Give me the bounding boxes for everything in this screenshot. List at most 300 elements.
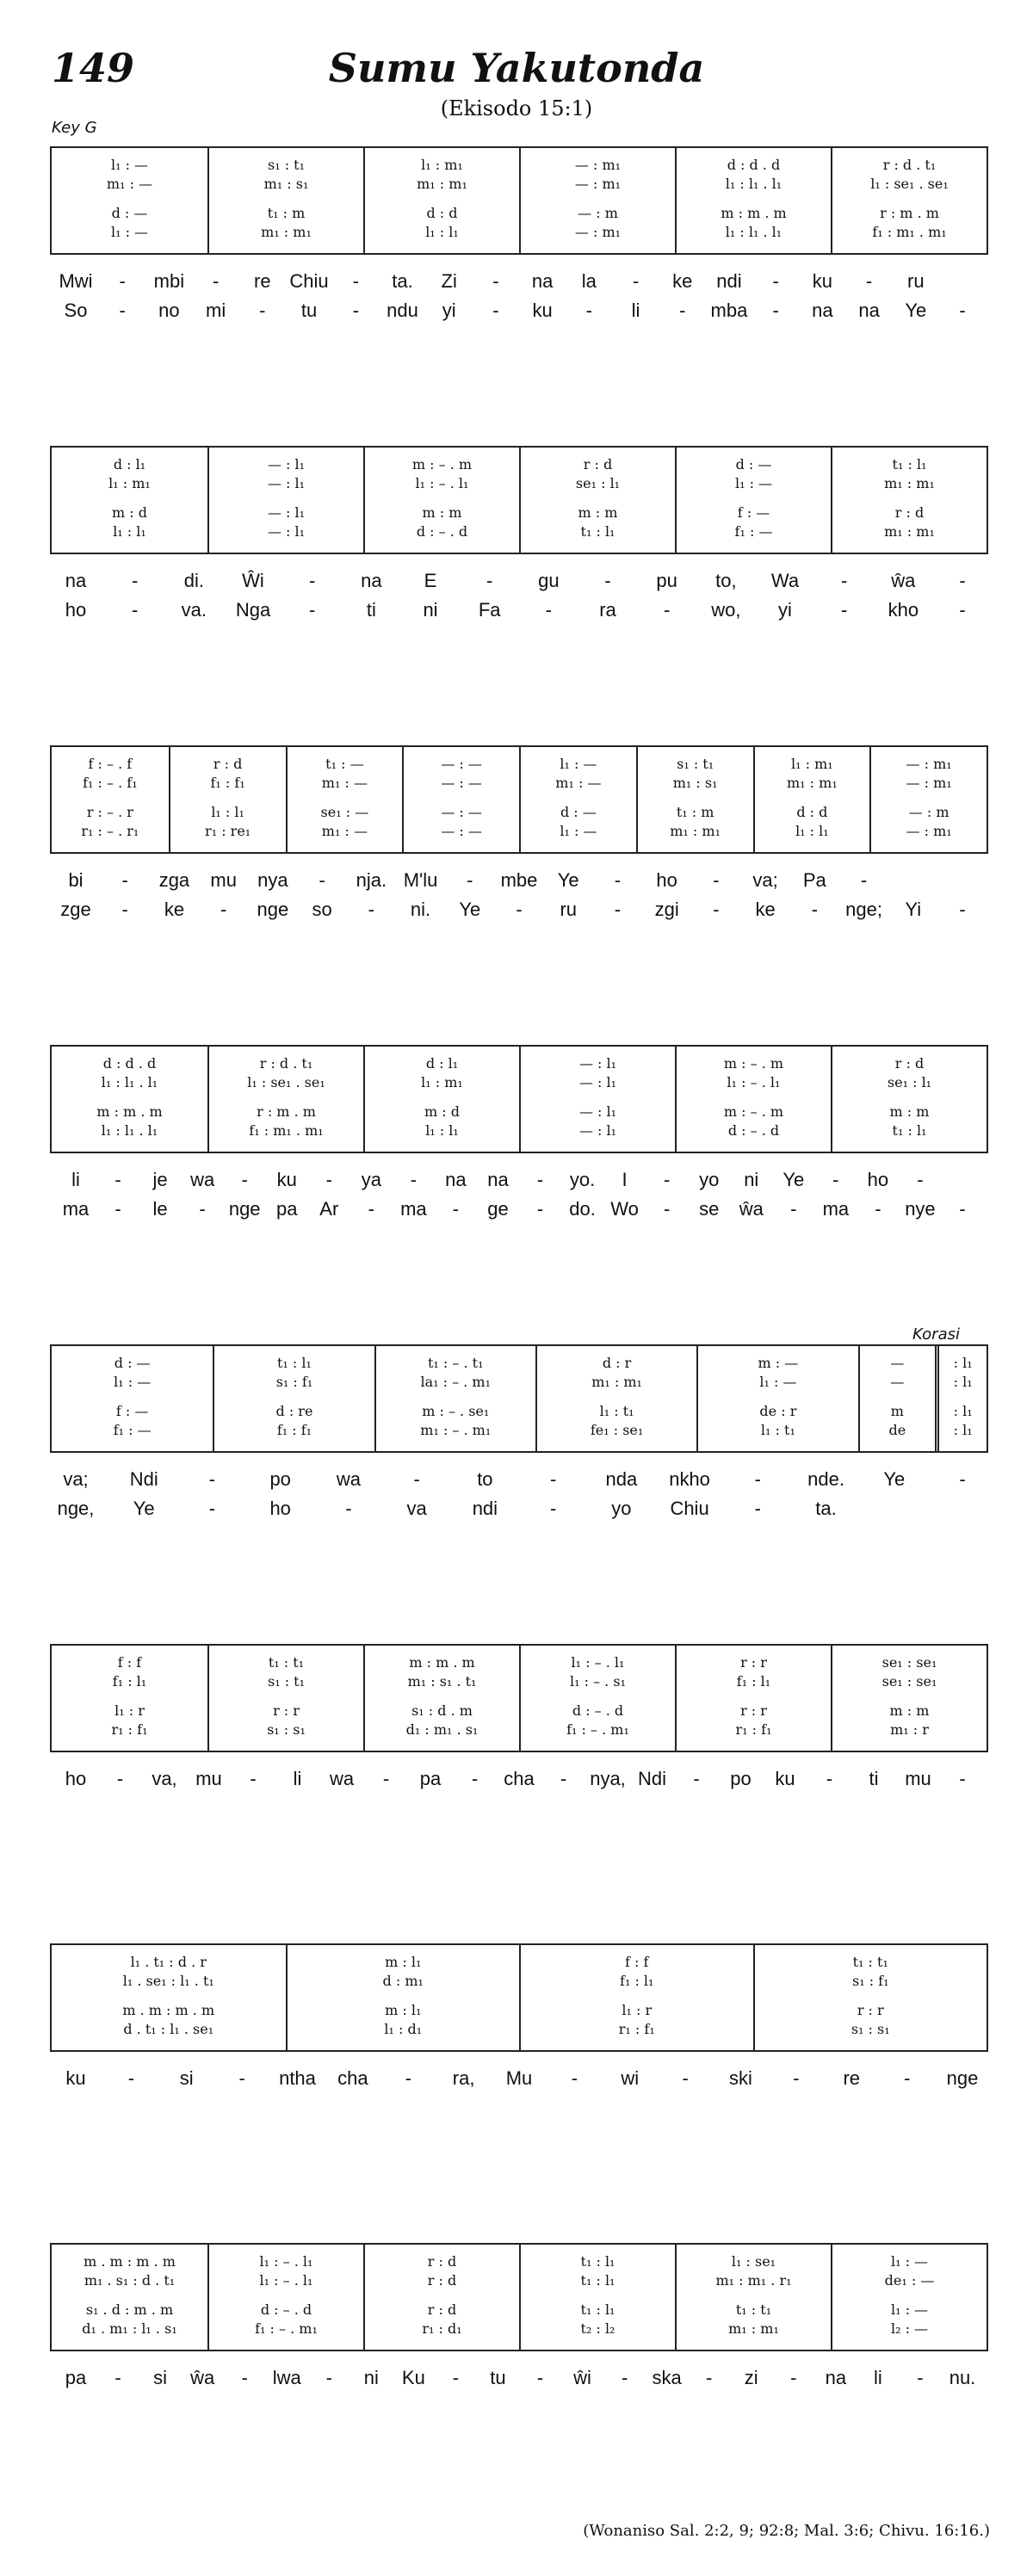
syllable: gu xyxy=(538,570,560,591)
voice-line xyxy=(214,1355,374,1371)
syllable: - xyxy=(325,2367,332,2388)
voice-line xyxy=(52,205,207,221)
solfa-notes: s₁ : s₁ xyxy=(851,2021,890,2037)
syllable: - xyxy=(119,270,126,292)
voice-line xyxy=(939,1374,987,1390)
voice-line xyxy=(209,2253,363,2270)
solfa-notes: t₁ : m xyxy=(267,205,306,221)
solfa-notes: d : – . d xyxy=(572,1702,624,1719)
syllable: so xyxy=(312,899,332,920)
measure xyxy=(207,2245,363,2350)
voice-line xyxy=(638,823,753,839)
voice-line xyxy=(365,1721,519,1738)
voice-line xyxy=(521,157,675,173)
voice-line xyxy=(521,2272,675,2289)
solfa-notes: s₁ : d . m xyxy=(411,1702,473,1719)
solfa-notes: t₁ : t₁ xyxy=(852,1954,888,1970)
syllable: se xyxy=(699,1198,720,1220)
voice-line xyxy=(365,224,519,240)
voice-line xyxy=(52,2253,207,2270)
solfa-notes: r : d xyxy=(894,1055,925,1072)
syllable: - xyxy=(199,1198,206,1220)
voice-line xyxy=(365,523,519,540)
solfa-notes: d : m₁ xyxy=(382,1973,424,1989)
solfa-notes: m : – . m xyxy=(723,1055,784,1072)
solfa-notes: m : m . m xyxy=(721,205,787,221)
syllable: va xyxy=(406,1498,427,1519)
measure xyxy=(831,148,987,253)
syllable: So xyxy=(64,300,88,321)
voice-line xyxy=(537,1422,696,1438)
solfa-notes: m : m . m xyxy=(409,1654,475,1671)
syllable: ke xyxy=(164,899,185,920)
voice-line xyxy=(677,1654,831,1671)
syllable: - xyxy=(604,570,611,591)
voice-line xyxy=(365,1103,519,1120)
lyric-line-2 xyxy=(50,300,988,325)
syllable: - xyxy=(536,2367,544,2388)
voice-line xyxy=(677,1055,831,1072)
voice-line xyxy=(677,205,831,221)
solfa-notes: — : m₁ xyxy=(574,224,622,240)
syllable: - xyxy=(959,1198,966,1220)
syllable: - xyxy=(492,270,499,292)
syllable: Ye xyxy=(557,869,579,891)
solfa-notes: se₁ : se₁ xyxy=(881,1673,937,1690)
solfa-notes: — : m xyxy=(578,205,618,221)
solfa-notes: t₁ : l₁ xyxy=(580,2301,615,2318)
syllable: yi xyxy=(442,300,456,321)
voice-line xyxy=(677,2253,831,2270)
voice-line xyxy=(638,775,753,791)
syllable: - xyxy=(452,1198,460,1220)
syllable: - xyxy=(413,1468,420,1490)
solfa-notes: l₁ : d₁ xyxy=(384,2021,423,2037)
voice-line xyxy=(209,2320,363,2337)
syllable: - xyxy=(549,1498,557,1519)
syllable: - xyxy=(545,599,552,621)
syllable: Ye xyxy=(459,899,481,920)
solfa-notes: m₁ : m₁ xyxy=(417,176,467,192)
syllable: wa xyxy=(190,1169,215,1190)
solfa-notes: l₁ : l₁ . l₁ xyxy=(101,1074,158,1090)
syllable: - xyxy=(772,300,779,321)
syllable: ra, xyxy=(452,2067,475,2089)
voice-line xyxy=(288,1954,520,1970)
voice-line xyxy=(832,1673,987,1690)
solfa-notes: l₁ : m₁ xyxy=(421,157,463,173)
measure xyxy=(675,448,831,553)
voice-line xyxy=(365,205,519,221)
solfa-notes: m₁ : m₁ xyxy=(591,1374,642,1390)
solfa-notes: d : – . d xyxy=(260,2301,312,2318)
voice-line xyxy=(404,823,519,839)
syllable: nu. xyxy=(949,2367,976,2388)
voice-line xyxy=(288,1973,520,1989)
voice-line xyxy=(638,756,753,772)
voice-line xyxy=(209,205,363,221)
syllable: kho xyxy=(888,599,919,621)
syllable: na xyxy=(487,1169,509,1190)
syllable: Ar xyxy=(319,1198,339,1220)
voice-line xyxy=(52,1355,213,1371)
voice-line xyxy=(52,1103,207,1120)
solfa-notes: : l₁ xyxy=(953,1422,973,1438)
voice-line xyxy=(214,1422,374,1438)
syllable: - xyxy=(114,2367,121,2388)
solfa-notes: l₁ : se₁ xyxy=(731,2253,776,2270)
voice-line xyxy=(521,1654,675,1671)
solfa-notes: f : f xyxy=(117,1654,142,1671)
syllable: Ŵi xyxy=(242,570,264,591)
voice-line xyxy=(755,804,870,820)
solfa-notes: m : — xyxy=(758,1355,799,1371)
measure xyxy=(363,148,519,253)
measure xyxy=(286,747,403,852)
syllable: Yi xyxy=(905,899,922,920)
syllable: - xyxy=(308,570,316,591)
voice-line xyxy=(755,1973,987,1989)
measure xyxy=(675,2245,831,2350)
voice-line xyxy=(677,475,831,491)
solfa-notes: d : d xyxy=(426,205,458,221)
syllable: - xyxy=(959,1768,966,1789)
solfa-notes: d : — xyxy=(735,456,772,473)
lyric-line-1 xyxy=(50,1468,988,1494)
system-1 xyxy=(50,146,988,325)
lyric-line-2 xyxy=(50,899,988,924)
voice-line xyxy=(677,456,831,473)
solfa-notes: f : — xyxy=(737,504,770,521)
solfa-notes: m₁ : m₁ xyxy=(728,2320,779,2337)
syllable: nda xyxy=(605,1468,638,1490)
solfa-notes: d : l₁ xyxy=(113,456,146,473)
solfa-notes: r : d . t₁ xyxy=(259,1055,313,1072)
measure xyxy=(535,1346,696,1451)
solfa-notes: r : d xyxy=(583,456,613,473)
voice-line xyxy=(638,804,753,820)
syllable: ho xyxy=(269,1498,291,1519)
voice-line xyxy=(521,456,675,473)
lyric-line-1 xyxy=(50,2367,988,2393)
solfa-notes: r₁ : re₁ xyxy=(205,823,251,839)
solfa-notes: : l₁ xyxy=(953,1374,973,1390)
voice-line xyxy=(52,176,207,192)
solfa-notes: d : r xyxy=(602,1355,632,1371)
syllable: yi xyxy=(778,599,792,621)
solfa-notes: l₁ : se₁ . se₁ xyxy=(247,1074,325,1090)
voice-line xyxy=(677,523,831,540)
syllable: - xyxy=(250,1768,257,1789)
voice-line xyxy=(832,1074,987,1090)
voice-line xyxy=(832,2272,987,2289)
voice-line xyxy=(52,1673,207,1690)
voice-line xyxy=(52,1403,213,1419)
voice-line xyxy=(860,1374,936,1390)
voice-line xyxy=(521,775,636,791)
solfa-notes: f₁ : f₁ xyxy=(276,1422,312,1438)
syllable: Ndi xyxy=(637,1768,667,1789)
solfa-notes: t₁ : l₁ xyxy=(580,523,615,540)
syllable: tu xyxy=(300,300,318,321)
syllable: - xyxy=(319,869,325,891)
syllable: nge; xyxy=(845,899,882,920)
solfa-notes: l₁ . t₁ : d . r xyxy=(130,1954,207,1970)
solfa-notes: d : l₁ xyxy=(425,1055,459,1072)
solfa-notes: m . m : m . m xyxy=(122,2002,215,2018)
measure xyxy=(753,1945,987,2050)
syllable: - xyxy=(492,300,499,321)
solfa-notes: l₁ : m₁ xyxy=(421,1074,463,1090)
solfa-notes: t₁ : l₁ xyxy=(276,1355,312,1371)
solfa-notes: d : d . d xyxy=(102,1055,157,1072)
voice-line xyxy=(209,2301,363,2318)
measure xyxy=(519,1646,675,1751)
measure xyxy=(213,1346,374,1451)
syllable: - xyxy=(212,270,220,292)
syllable: mu xyxy=(195,1768,222,1789)
solfa-notes: t₁ : — xyxy=(325,756,364,772)
solfa-notes: m : d xyxy=(112,504,147,521)
voice-line xyxy=(209,1055,363,1072)
solfa-notes: d : d xyxy=(796,804,828,820)
solfa-notes: — : l₁ xyxy=(578,1055,617,1072)
syllable: - xyxy=(536,1169,544,1190)
solfa-notes: l₁ : l₁ xyxy=(211,804,244,820)
measure xyxy=(519,148,675,253)
voice-line xyxy=(170,823,286,839)
voice-line xyxy=(755,2002,987,2018)
syllable: wi xyxy=(621,2067,640,2089)
solfa-notes: l₁ : se₁ . se₁ xyxy=(870,176,949,192)
voice-line xyxy=(521,2320,675,2337)
solfa-notes: f₁ : — xyxy=(113,1422,152,1438)
syllable: di. xyxy=(183,570,204,591)
syllable: - xyxy=(614,899,622,920)
solfa-notes: r : r xyxy=(273,1702,300,1719)
syllable: mbe xyxy=(500,869,538,891)
syllable: - xyxy=(840,599,848,621)
syllable: - xyxy=(467,869,473,891)
voice-line xyxy=(832,456,987,473)
syllable: - xyxy=(832,1169,839,1190)
solfa-notes: t₁ : l₁ xyxy=(892,1122,927,1139)
syllable: ni xyxy=(363,2367,379,2388)
voice-line xyxy=(860,1422,936,1438)
solfa-notes: l₁ : l₁ xyxy=(795,823,829,839)
voice-line xyxy=(52,1374,213,1390)
voice-line xyxy=(832,1654,987,1671)
voice-line xyxy=(365,1122,519,1139)
measure xyxy=(696,1346,857,1451)
solfa-notes: l₁ : – . l₁ xyxy=(571,1654,625,1671)
syllable: ndu xyxy=(387,300,418,321)
voice-line xyxy=(209,1702,363,1719)
syllable: va; xyxy=(752,869,778,891)
measure xyxy=(519,448,675,553)
syllable: ke xyxy=(672,270,693,292)
syllable: li xyxy=(71,1169,80,1190)
syllable: ku xyxy=(65,2067,86,2089)
voice-line xyxy=(52,2301,207,2318)
syllable: Mwi xyxy=(59,270,93,292)
solfa-notes: la₁ : – . m₁ xyxy=(420,1374,491,1390)
voice-line xyxy=(832,205,987,221)
syllable: ŵa xyxy=(190,2367,215,2388)
lyric-line-1 xyxy=(50,1768,988,1794)
syllable: cha xyxy=(337,2067,368,2089)
solfa-notes: f : — xyxy=(115,1403,149,1419)
voice-line xyxy=(677,224,831,240)
voice-line xyxy=(677,1673,831,1690)
syllable: mba xyxy=(710,300,748,321)
syllable: - xyxy=(706,2367,713,2388)
syllable: ŵa xyxy=(891,570,916,591)
staff-box xyxy=(50,2243,988,2351)
syllable: - xyxy=(959,899,966,920)
voice-line xyxy=(52,1122,207,1139)
footer-references: (Wonaniso Sal. 2:2, 9; 92:8; Mal. 3:6; Chivu. 16:16.) xyxy=(583,2522,990,2540)
solfa-notes: m₁ : — xyxy=(321,823,368,839)
measure xyxy=(831,1646,987,1751)
voice-line xyxy=(832,1721,987,1738)
voice-line xyxy=(698,1422,857,1438)
syllable: ho xyxy=(65,1768,87,1789)
measure xyxy=(52,448,207,553)
solfa-notes: — : — xyxy=(441,823,482,839)
voice-line xyxy=(214,1374,374,1390)
solfa-notes: f₁ : l₁ xyxy=(736,1673,771,1690)
voice-line xyxy=(209,2272,363,2289)
solfa-notes: r₁ : f₁ xyxy=(735,1721,772,1738)
voice-line xyxy=(52,1702,207,1719)
voice-line xyxy=(288,756,403,772)
voice-line xyxy=(365,176,519,192)
voice-line xyxy=(52,475,207,491)
voice-line xyxy=(521,1973,753,1989)
solfa-notes: t₁ : t₁ xyxy=(268,1654,305,1671)
syllable: ndi xyxy=(472,1498,498,1519)
voice-line xyxy=(52,1721,207,1738)
voice-line xyxy=(209,504,363,521)
solfa-notes: t₁ : l₁ xyxy=(580,2253,615,2270)
measure xyxy=(169,747,286,852)
voice-line xyxy=(404,756,519,772)
voice-line xyxy=(288,823,403,839)
measure xyxy=(869,747,987,852)
voice-line xyxy=(521,504,675,521)
voice-line xyxy=(209,176,363,192)
syllable: na xyxy=(65,570,87,591)
solfa-notes: r : r xyxy=(740,1702,767,1719)
solfa-notes: m : m xyxy=(578,504,618,521)
syllable: ski xyxy=(729,2067,752,2089)
syllable: cha xyxy=(504,1768,535,1789)
voice-line xyxy=(755,756,870,772)
solfa-notes: t₁ : l₁ xyxy=(892,456,927,473)
voice-line xyxy=(170,756,286,772)
syllable: - xyxy=(208,1498,216,1519)
voice-line xyxy=(209,1103,363,1120)
syllable: na xyxy=(531,270,554,292)
voice-line xyxy=(521,2021,753,2037)
measure xyxy=(519,747,636,852)
syllable: ru xyxy=(907,270,925,292)
voice-line xyxy=(365,1702,519,1719)
solfa-notes: l₁ : — xyxy=(734,475,773,491)
syllable: - xyxy=(131,599,139,621)
syllable: - xyxy=(663,1198,671,1220)
voice-line xyxy=(521,176,675,192)
syllable: ndi xyxy=(716,270,742,292)
syllable: na xyxy=(361,570,382,591)
measure xyxy=(363,2245,519,2350)
voice-line xyxy=(376,1355,535,1371)
measure xyxy=(52,1346,213,1451)
syllable: - xyxy=(865,270,873,292)
syllable: pa xyxy=(65,2367,87,2388)
syllable: Ndi xyxy=(129,1468,158,1490)
solfa-notes: : l₁ xyxy=(953,1403,973,1419)
solfa-notes: f₁ : f₁ xyxy=(210,775,245,791)
syllable: mbi xyxy=(153,270,185,292)
staff-box xyxy=(50,745,988,854)
syllable: - xyxy=(241,2367,248,2388)
solfa-notes: m : – . m xyxy=(411,456,473,473)
solfa-notes: l₁ : m₁ xyxy=(108,475,151,491)
voice-line xyxy=(365,456,519,473)
solfa-notes: — : l₁ xyxy=(578,1122,617,1139)
solfa-notes: f : f xyxy=(625,1954,649,1970)
solfa-notes: — : l₁ xyxy=(267,523,306,540)
solfa-notes: — : — xyxy=(441,756,482,772)
solfa-notes: de xyxy=(888,1422,906,1438)
solfa-notes: s₁ : t₁ xyxy=(267,1673,306,1690)
voice-line xyxy=(537,1355,696,1371)
solfa-notes: se₁ : l₁ xyxy=(575,475,621,491)
solfa-notes: m₁ . s₁ : d . t₁ xyxy=(84,2272,176,2289)
voice-line xyxy=(677,1721,831,1738)
syllable: - xyxy=(241,1169,248,1190)
syllable: wa xyxy=(329,1768,355,1789)
syllable: to, xyxy=(715,570,737,591)
syllable: po xyxy=(269,1468,291,1490)
solfa-notes: l₁ : — xyxy=(560,823,597,839)
syllable: - xyxy=(632,270,640,292)
voice-line xyxy=(871,804,987,820)
solfa-notes: r₁ : d₁ xyxy=(422,2320,462,2337)
syllable: - xyxy=(114,1169,121,1190)
voice-line xyxy=(376,1403,535,1419)
syllable: to xyxy=(477,1468,493,1490)
voice-line xyxy=(939,1422,987,1438)
syllable: va, xyxy=(152,1768,177,1789)
syllable: Chiu xyxy=(670,1498,709,1519)
syllable: Ye xyxy=(905,300,927,321)
solfa-notes: r : d xyxy=(213,756,243,772)
solfa-notes: m₁ : r xyxy=(890,1721,929,1738)
measure xyxy=(52,1945,286,2050)
voice-line xyxy=(365,2272,519,2289)
syllable: nge xyxy=(946,2067,979,2089)
measure xyxy=(52,1047,207,1152)
voice-line xyxy=(288,2021,520,2037)
solfa-notes: s₁ : f₁ xyxy=(851,1973,889,1989)
solfa-notes: m₁ : m₁ xyxy=(670,823,721,839)
solfa-notes: : l₁ xyxy=(953,1355,973,1371)
syllable: nge xyxy=(228,1198,261,1220)
solfa-notes: — : l₁ xyxy=(267,475,306,491)
